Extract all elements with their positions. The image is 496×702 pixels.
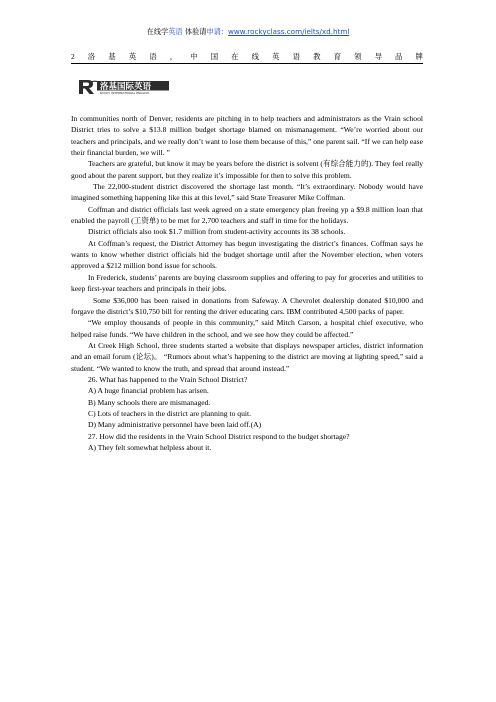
paragraph: At Creek High School, three students started a website that displays newspaper articles, district information and an email forum (论坛)。 “Rumors about what’s happening to the district are moving at lighting speed,” said a student. “We wanted to know the truth, and spread that around instead.” [71,340,423,373]
slogan-char: ， [169,52,178,61]
paragraph: District officials also took $1.7 million from student-activity accounts its 38 schools. [88,227,346,237]
slogan-char: 2 [71,52,75,61]
header-text-apply: 申请： [206,27,229,36]
header-text-english: 英语 [168,27,183,36]
slogan-char: 牌 [415,52,423,61]
paragraph: Coffman and district officials last week agreed on a state emergency plan freeing yp a $9.8 million loan that enabled the payroll (工资单) to be met for 2,700 teachers and staff in time for the holidays. [71,204,423,226]
slogan-char: 品 [395,52,403,61]
header-divider [71,63,423,64]
slogan-char: 英 [272,52,280,61]
option: A) They felt somewhat helpless about it. [88,442,212,452]
slogan-char: 在 [231,52,239,61]
logo-mark-icon [79,80,100,94]
slogan-char: 英 [128,52,137,61]
option: C) Lots of teachers in the district are planning to quit. [88,408,252,418]
article-body [71,113,423,453]
paragraph: At Coffman’s request, the District Attorney has begun investigating the district’s finances. Coffman says he wants to know whether district officials hid the budget shortage until after the November election, when voters approved a $212 million bond issue for schools. [71,238,423,271]
slogan-char: 领 [354,52,362,61]
rocky-logo [78,79,170,95]
slogan-char: 线 [251,52,260,61]
question-27: 27. How did the residents in the Vrain School District respond to the budget shortage? [88,431,350,441]
slogan-char: 洛 [87,52,96,61]
header-link-line [0,27,496,36]
slogan-char: 语 [149,52,157,61]
option: D) Many administrative personnel have been laid off.(A) [88,420,262,430]
slogan-char: 教 [313,52,321,61]
paragraph: In communities north of Denver, residents are pitching in to help teachers and administrators as the Vrain school District tries to solve a $13.8 million budget shortage blamed on mismanagement. “We’re worried about our teachers and principals, and we really don’t want to lose them because of this,” one parent sail. “If we can help ease their financial burden, we will. ” [71,114,423,158]
paragraph: “We employ thousands of people in this community,” said Mitch Carson, a hospital chief executive, who helped raise funds. “We have children in the school, and we see how they could be affected.” [71,318,423,339]
slogan-char: 国 [210,52,219,61]
option: A) A huge financial problem has arisen. [88,386,209,396]
option: B) Many schools there are mismanaged. [88,397,211,407]
slogan-char: 导 [374,52,382,61]
slogan-char: 基 [108,52,116,61]
paragraph: Some $36,000 has been raised in donations from Safeway. A Chevrolet dealership donated $10,000 and forgave the district’s $10,750 bill for renting the driver educating cars. IBM contributed 4,500 packs of paper. [71,295,423,316]
slogan-char: 语 [292,52,301,61]
paragraph: Teachers are grateful, but know it may be years before the district is solvent (有综合能力的). They feel really good about the parent support, but they realize it’s impossible for then to solve this problem. [71,159,423,180]
slogan-char: 中 [190,52,198,61]
header-text-1: 在线学 [146,27,169,36]
slogan-line [71,52,423,61]
logo-cn-text: 洛基国际英语 [100,82,152,92]
logo-en-text: ROCKY INTERNATIONAL ENGLISH [100,91,150,95]
slogan-char: 育 [333,52,341,61]
header-text-2: 体验请 [182,27,207,36]
paragraph: The 22,000-student district discovered the shortage last month. “It’s extraordinary. Nobody would have imagined something happening like this at this level,” said State Treasurer Mike Coffman. [71,182,423,203]
header-url-link[interactable]: www.rockyclass.com/ielts/xd.html [228,27,350,36]
question-26: 26. What has happened to the Vrain School District? [88,374,248,384]
paragraph: In Frederick, students’ parents are buying classroom supplies and offering to pay for groceries and utilities to keep first-year teachers and principals in their jobs. [71,272,423,294]
